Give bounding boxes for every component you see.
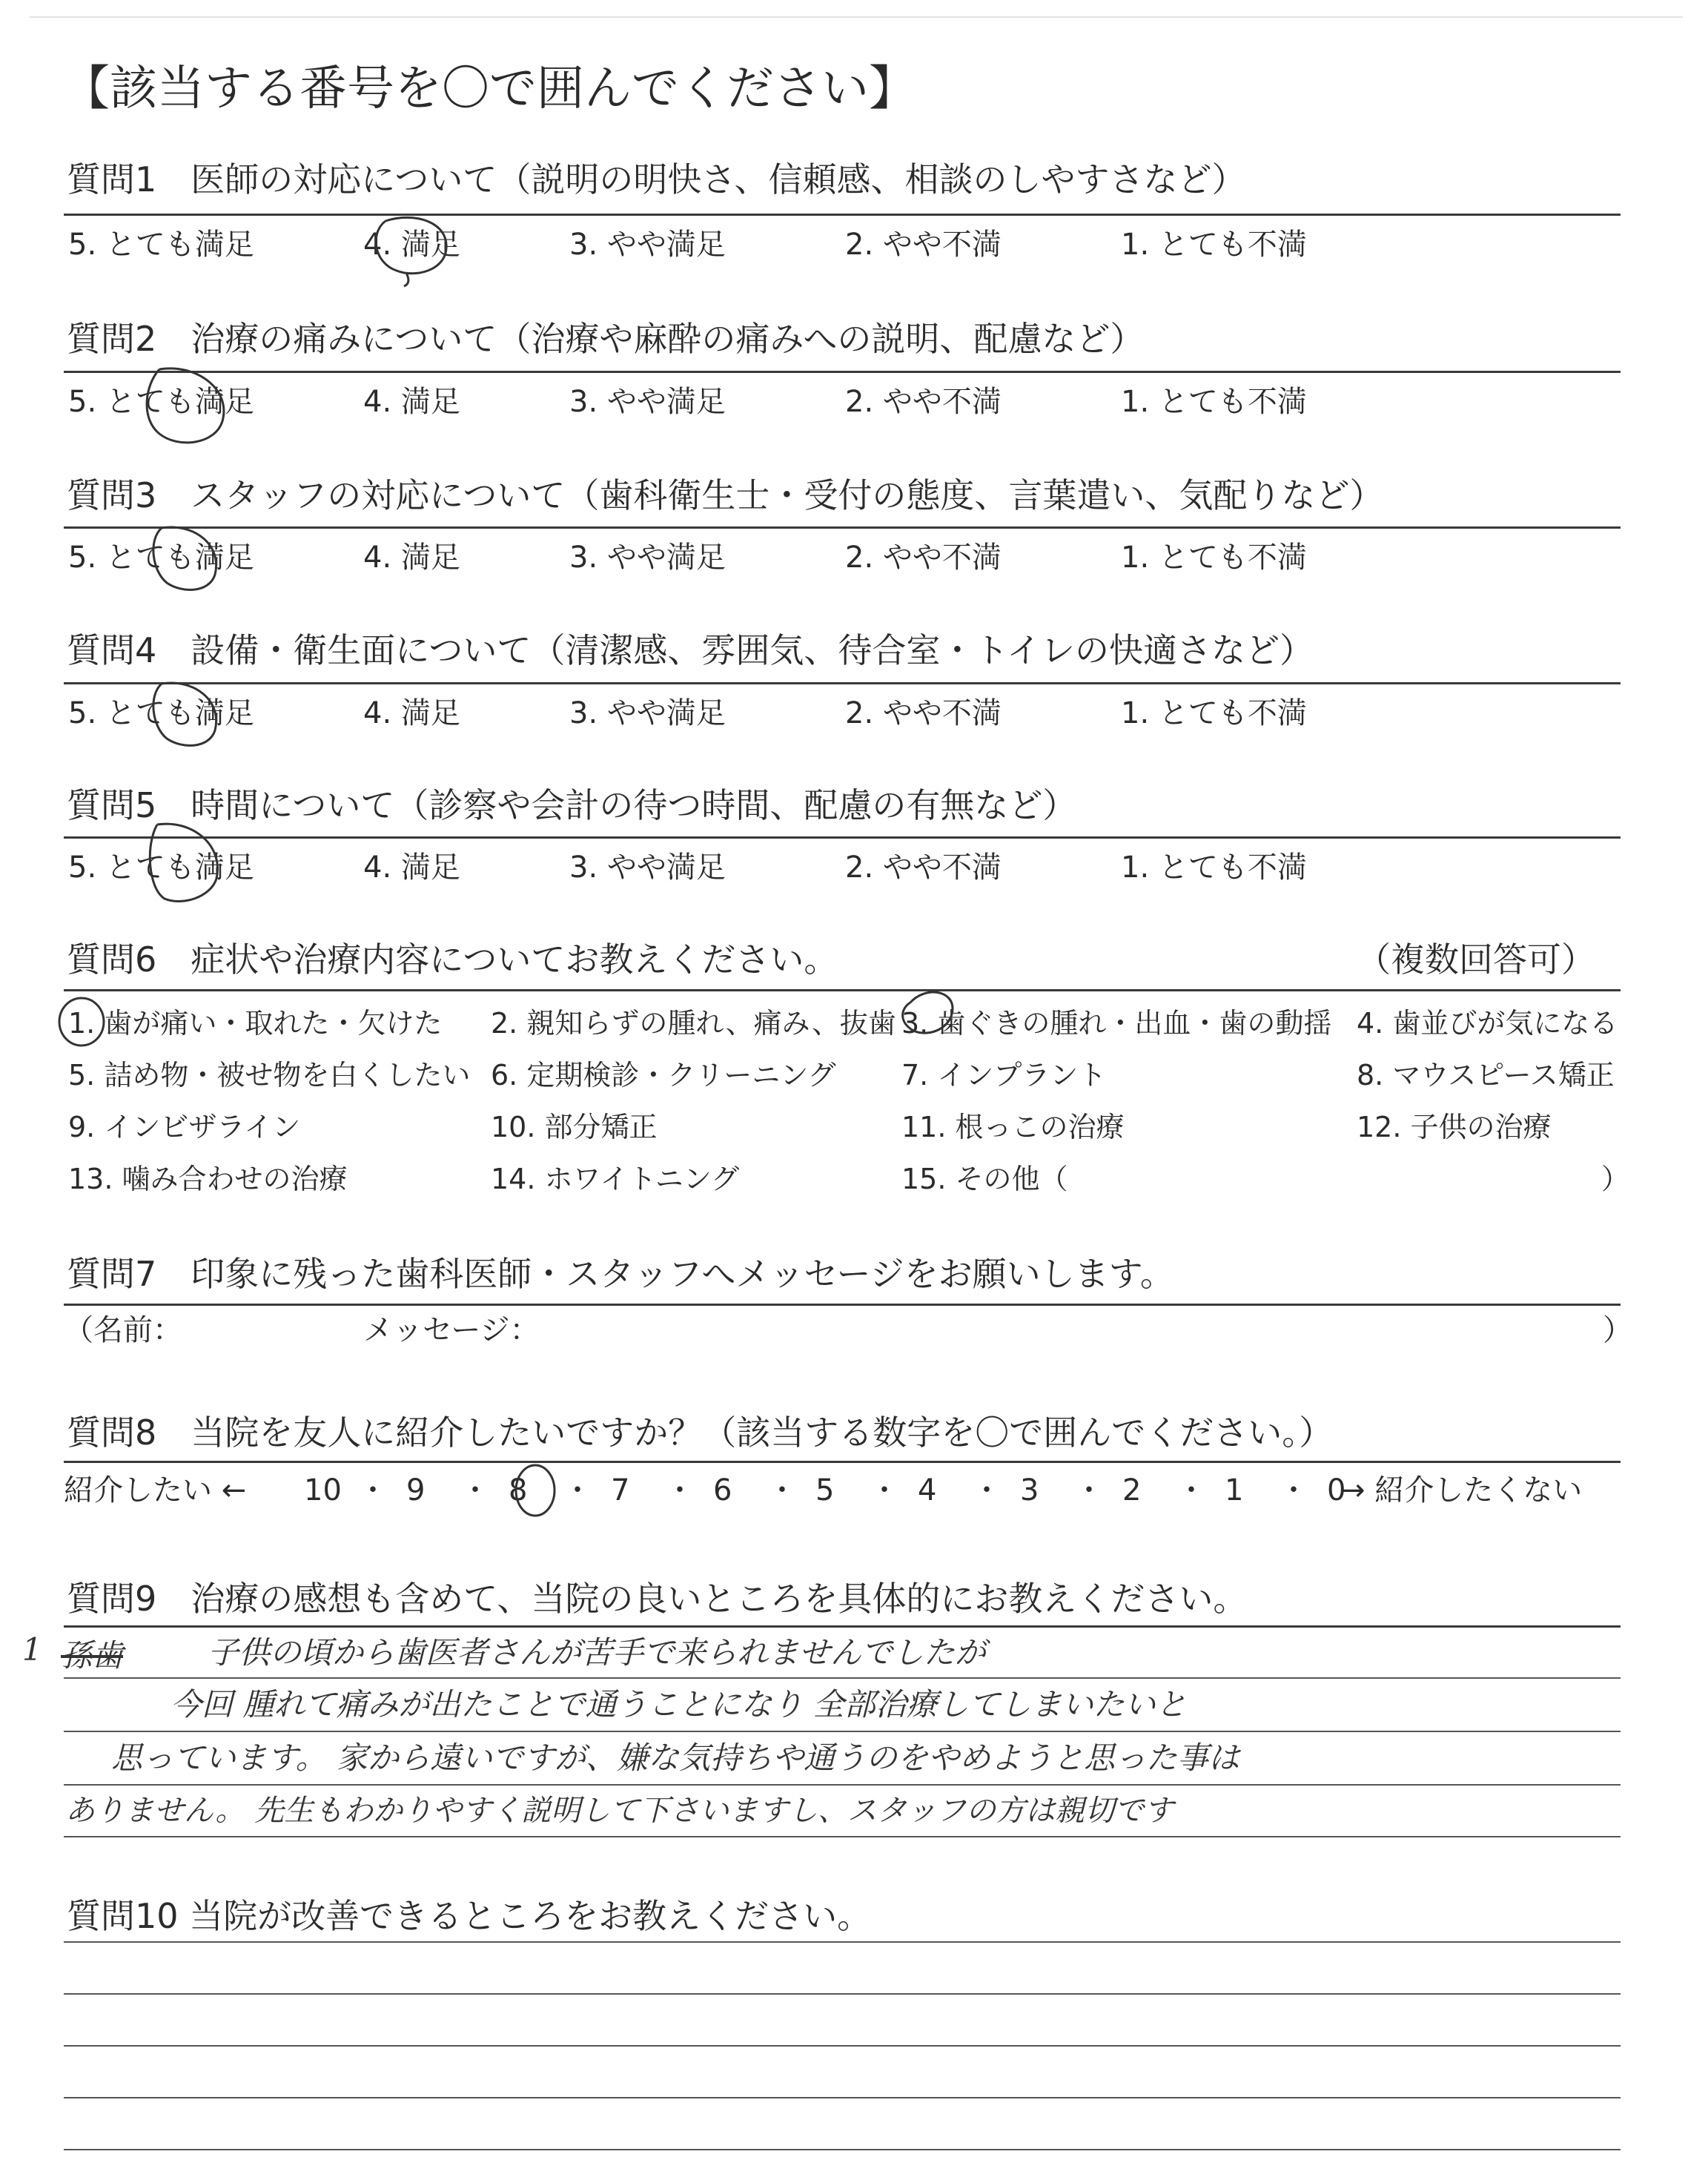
message-label: メッセージ： — [363, 1313, 540, 1347]
scale-separator-dot: ・ — [460, 1473, 490, 1507]
option-1[interactable]: 1. とても不満 — [1121, 228, 1307, 262]
option-5[interactable]: 5. とても満足 — [68, 541, 254, 575]
q6-item-13[interactable]: 13. 噛み合わせの治療 — [68, 1163, 348, 1195]
q6-item-1[interactable]: 1. 歯が痛い・取れた・欠けた — [68, 1007, 443, 1040]
question-1-title: 質問1 医師の対応について（説明の明快さ、信頼感、相談のしやすさなど） — [67, 159, 1246, 199]
answer-circle-q3 — [153, 527, 216, 589]
question-6-title: 質問6 症状や治療内容についてお教えください。 — [67, 939, 838, 980]
option-1[interactable]: 1. とても不満 — [1121, 385, 1307, 419]
scale-separator-dot: ・ — [358, 1473, 388, 1507]
margin-mark: 1 — [22, 1631, 42, 1668]
answer-circle-q6-3 — [903, 992, 953, 1033]
scale-number-2[interactable]: 2 — [1122, 1473, 1142, 1507]
answer-circle-q1 — [376, 217, 446, 286]
scale-separator-dot: ・ — [563, 1473, 592, 1507]
scale-number-8[interactable]: 8 — [509, 1473, 528, 1507]
q6-item-5[interactable]: 5. 詰め物・被せ物を白くしたい — [68, 1059, 471, 1091]
scale-separator-dot: ・ — [870, 1473, 899, 1507]
answer-circle-q8 — [516, 1465, 555, 1516]
scale-separator-dot: ・ — [1279, 1473, 1308, 1507]
option-5[interactable]: 5. とても満足 — [68, 228, 254, 262]
answer-circle-q5 — [150, 824, 217, 901]
q6-item-12[interactable]: 12. 子供の治療 — [1357, 1111, 1552, 1143]
question-7-title: 質問7 印象に残った歯科医師・スタッフへメッセージをお願いします。 — [67, 1254, 1174, 1294]
question-5-title: 質問5 時間について（診察や会計の待つ時間、配慮の有無など） — [67, 785, 1077, 825]
q6-item-6[interactable]: 6. 定期検診・クリーニング — [491, 1059, 836, 1091]
scale-number-0[interactable]: 0 — [1327, 1473, 1346, 1507]
q6-item-15-close: ） — [1601, 1163, 1630, 1195]
option-5[interactable]: 5. とても満足 — [68, 851, 254, 885]
scale-number-4[interactable]: 4 — [918, 1473, 937, 1507]
question-10-title: 質問10 当院が改善できるところをお教えください。 — [67, 1896, 872, 1936]
scale-number-3[interactable]: 3 — [1020, 1473, 1039, 1507]
option-1[interactable]: 1. とても不満 — [1121, 696, 1307, 730]
scale-separator-dot: ・ — [665, 1473, 695, 1507]
scale-number-1[interactable]: 1 — [1225, 1473, 1244, 1507]
option-3[interactable]: 3. やや満足 — [569, 696, 726, 730]
scale-separator-dot: ・ — [1074, 1473, 1104, 1507]
answer-text-1: 子供の頃から歯医者さんが苦手で来られませんでしたが — [208, 1634, 987, 1671]
q6-item-11[interactable]: 11. 根っこの治療 — [901, 1111, 1125, 1143]
question-2-title: 質問2 治療の痛みについて（治療や麻酔の痛みへの説明、配慮など） — [67, 319, 1145, 359]
q6-item-7[interactable]: 7. インプラント — [901, 1059, 1107, 1091]
q6-item-14[interactable]: 14. ホワイトニング — [491, 1163, 740, 1195]
q6-item-8[interactable]: 8. マウスピース矯正 — [1357, 1059, 1615, 1091]
option-2[interactable]: 2. やや不満 — [845, 228, 1002, 262]
question-8-title: 質問8 当院を友人に紹介したいですか？（該当する数字を〇で囲んでください。） — [67, 1413, 1334, 1453]
answer-text-4: ありません。 先生もわかりやすく説明して下さいますし、スタッフの方は親切です — [65, 1794, 1174, 1828]
name-label: （名前： — [64, 1313, 182, 1347]
question-9-title: 質問9 治療の感想も含めて、当院の良いところを具体的にお教えください。 — [67, 1579, 1248, 1619]
option-2[interactable]: 2. やや不満 — [845, 541, 1002, 575]
scale-separator-dot: ・ — [972, 1473, 1002, 1507]
answer-circle-q2 — [147, 369, 224, 443]
q6-item-4[interactable]: 4. 歯並びが気になる — [1357, 1007, 1618, 1040]
scale-number-6[interactable]: 6 — [713, 1473, 732, 1507]
scale-number-9[interactable]: 9 — [406, 1473, 426, 1507]
option-3[interactable]: 3. やや満足 — [569, 385, 726, 419]
option-2[interactable]: 2. やや不満 — [845, 851, 1002, 885]
option-3[interactable]: 3. やや満足 — [569, 228, 726, 262]
option-4[interactable]: 4. 満足 — [363, 385, 460, 419]
option-5[interactable]: 5. とても満足 — [68, 385, 254, 419]
answer-circle-q6-1 — [59, 998, 104, 1046]
option-3[interactable]: 3. やや満足 — [569, 851, 726, 885]
answer-text-2: 今回 腫れて痛みが出たことで通うことになり 全部治療してしまいたいと — [171, 1686, 1187, 1723]
option-4[interactable]: 4. 満足 — [363, 851, 460, 885]
q6-item-3[interactable]: 3. 歯ぐきの腫れ・出血・歯の動揺 — [901, 1007, 1332, 1040]
option-4[interactable]: 4. 満足 — [363, 696, 460, 730]
answer-circle-q4 — [153, 683, 216, 745]
scale-number-10[interactable]: 10 — [304, 1473, 342, 1507]
q6-item-2[interactable]: 2. 親知らずの腫れ、痛み、抜歯 — [491, 1007, 896, 1040]
question-3-title: 質問3 スタッフの対応について（歯科衛生士・受付の態度、言葉遣い、気配りなど） — [67, 475, 1384, 515]
option-3[interactable]: 3. やや満足 — [569, 541, 726, 575]
page-heading: 【該当する番号を〇で囲んでください】 — [62, 62, 916, 116]
recommend-right-label: → 紹介したくない — [1340, 1473, 1583, 1507]
q6-item-10[interactable]: 10. 部分矯正 — [491, 1111, 658, 1143]
answer-text-3: 思っています。 家から遠いですが、嫌な気持ちや通うのをやめようと思った事は — [111, 1740, 1239, 1776]
recommend-left-label: 紹介したい ← — [64, 1473, 247, 1507]
option-1[interactable]: 1. とても不満 — [1121, 541, 1307, 575]
message-close: ） — [1603, 1313, 1632, 1347]
option-1[interactable]: 1. とても不満 — [1121, 851, 1307, 885]
option-4[interactable]: 4. 満足 — [363, 228, 460, 262]
option-5[interactable]: 5. とても満足 — [68, 696, 254, 730]
option-2[interactable]: 2. やや不満 — [845, 385, 1002, 419]
struck-text: 孫歯 — [61, 1637, 124, 1674]
option-2[interactable]: 2. やや不満 — [845, 696, 1002, 730]
question-4-title: 質問4 設備・衛生面について（清潔感、雰囲気、待合室・トイレの快適さなど） — [67, 630, 1314, 670]
scale-separator-dot: ・ — [1176, 1473, 1206, 1507]
scale-number-7[interactable]: 7 — [611, 1473, 630, 1507]
scale-number-5[interactable]: 5 — [815, 1473, 835, 1507]
q6-item-9[interactable]: 9. インビザライン — [68, 1111, 301, 1143]
q6-item-15[interactable]: 15. その他（ — [901, 1163, 1068, 1195]
question-6-note: （複数回答可） — [1357, 939, 1595, 980]
scale-separator-dot: ・ — [767, 1473, 797, 1507]
option-4[interactable]: 4. 満足 — [363, 541, 460, 575]
